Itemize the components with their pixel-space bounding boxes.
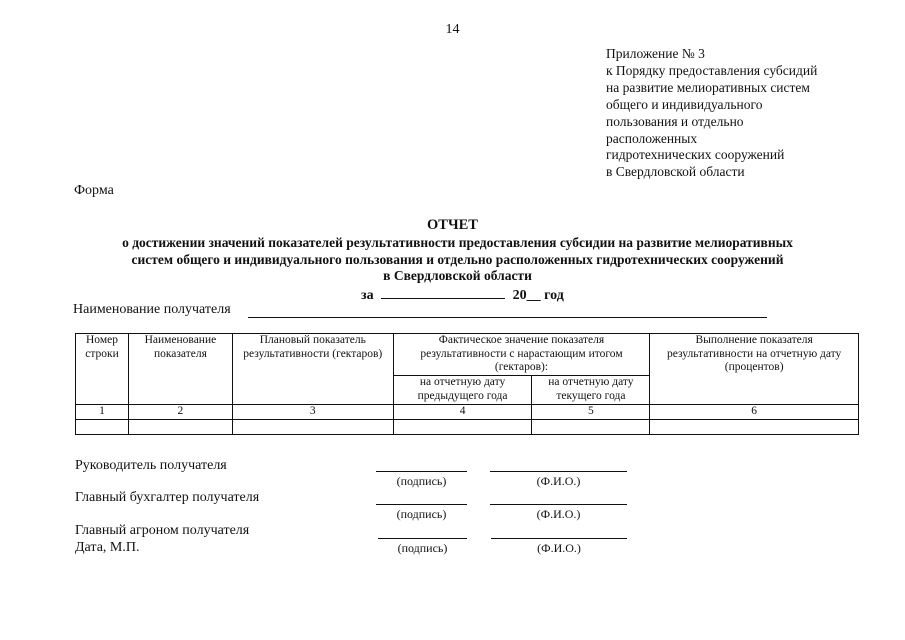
appendix-line: общего и индивидуального: [606, 96, 763, 112]
table-row: [76, 420, 859, 435]
appendix-line: пользования и отдельно: [606, 113, 744, 129]
header-fulfillment: Выполнение показателя результативности на отчетную дату (процентов): [650, 334, 859, 405]
table-cell[interactable]: [532, 420, 650, 435]
column-number: 4: [393, 405, 532, 420]
report-subtitle-line: систем общего и индивидуального пользования и отдельно расположенных гидротехнических сооружений: [131, 251, 784, 267]
appendix-line: гидротехнических сооружений: [606, 147, 785, 163]
report-period: [361, 286, 564, 304]
signature-line[interactable]: [376, 471, 467, 472]
recipient-label: Наименование получателя: [73, 302, 231, 317]
header-actual: Фактическое значение показателя результативности с нарастающим итогом (гектаров):: [393, 334, 650, 376]
signature-role-agronomist: Главный агроном получателя: [75, 523, 250, 538]
header-actual-curr: на отчетную дату текущего года: [532, 376, 650, 405]
appendix-line: расположенных: [606, 130, 698, 146]
table-cell[interactable]: [128, 420, 232, 435]
recipient-name-field[interactable]: [248, 317, 767, 318]
column-number: 2: [128, 405, 232, 420]
column-number: 3: [232, 405, 393, 420]
appendix-line: Приложение № 3: [606, 46, 705, 61]
table-cell[interactable]: [76, 420, 129, 435]
form-label: Форма: [74, 183, 114, 198]
header-planned: Плановый показатель результативности (гектаров): [232, 334, 393, 405]
report-subtitle-line: о достижении значений показателей результативности предоставления субсидии на развитие мелиоративных: [122, 235, 793, 250]
date-stamp-label: Дата, М.П.: [75, 540, 140, 555]
appendix-line: в Свердловской области: [606, 164, 745, 180]
signature-role-accountant: Главный бухгалтер получателя: [75, 490, 260, 505]
name-caption: (Ф.И.О.): [537, 541, 581, 555]
period-year: 20__ год: [512, 288, 564, 303]
report-title: ОТЧЕТ: [427, 217, 478, 233]
report-subtitle-line: в Свердловской области: [383, 268, 532, 283]
header-actual-prev: на отчетную дату предыдущего года: [393, 376, 532, 405]
signature-caption: (подпись): [396, 507, 447, 521]
column-number: 6: [650, 405, 859, 420]
table-cell[interactable]: [650, 420, 859, 435]
signature-caption: (подпись): [397, 541, 448, 555]
signature-line[interactable]: [378, 538, 467, 539]
signature-line[interactable]: [376, 504, 467, 505]
column-number: 1: [76, 405, 129, 420]
name-caption: (Ф.И.О.): [536, 474, 581, 488]
period-prefix: за: [361, 288, 374, 303]
report-subtitle: [60, 235, 855, 285]
appendix-line: к Порядку предоставления субсидий: [606, 62, 818, 78]
name-line[interactable]: [490, 504, 627, 505]
header-row-number: Номер строки: [76, 334, 129, 405]
signature-role-head: Руководитель получателя: [75, 458, 227, 473]
column-number: 5: [532, 405, 650, 420]
name-line[interactable]: [491, 538, 627, 539]
period-blank-field[interactable]: [381, 286, 505, 299]
page-number: 14: [445, 22, 460, 37]
header-indicator-name: Наименование показателя: [128, 334, 232, 405]
signature-caption: (подпись): [396, 474, 447, 488]
name-line[interactable]: [490, 471, 627, 472]
appendix-reference: [606, 46, 896, 181]
table-cell[interactable]: [232, 420, 393, 435]
report-table: [75, 333, 859, 435]
appendix-line: на развитие мелиоративных систем: [606, 79, 810, 95]
table-cell[interactable]: [393, 420, 532, 435]
name-caption: (Ф.И.О.): [536, 507, 581, 521]
